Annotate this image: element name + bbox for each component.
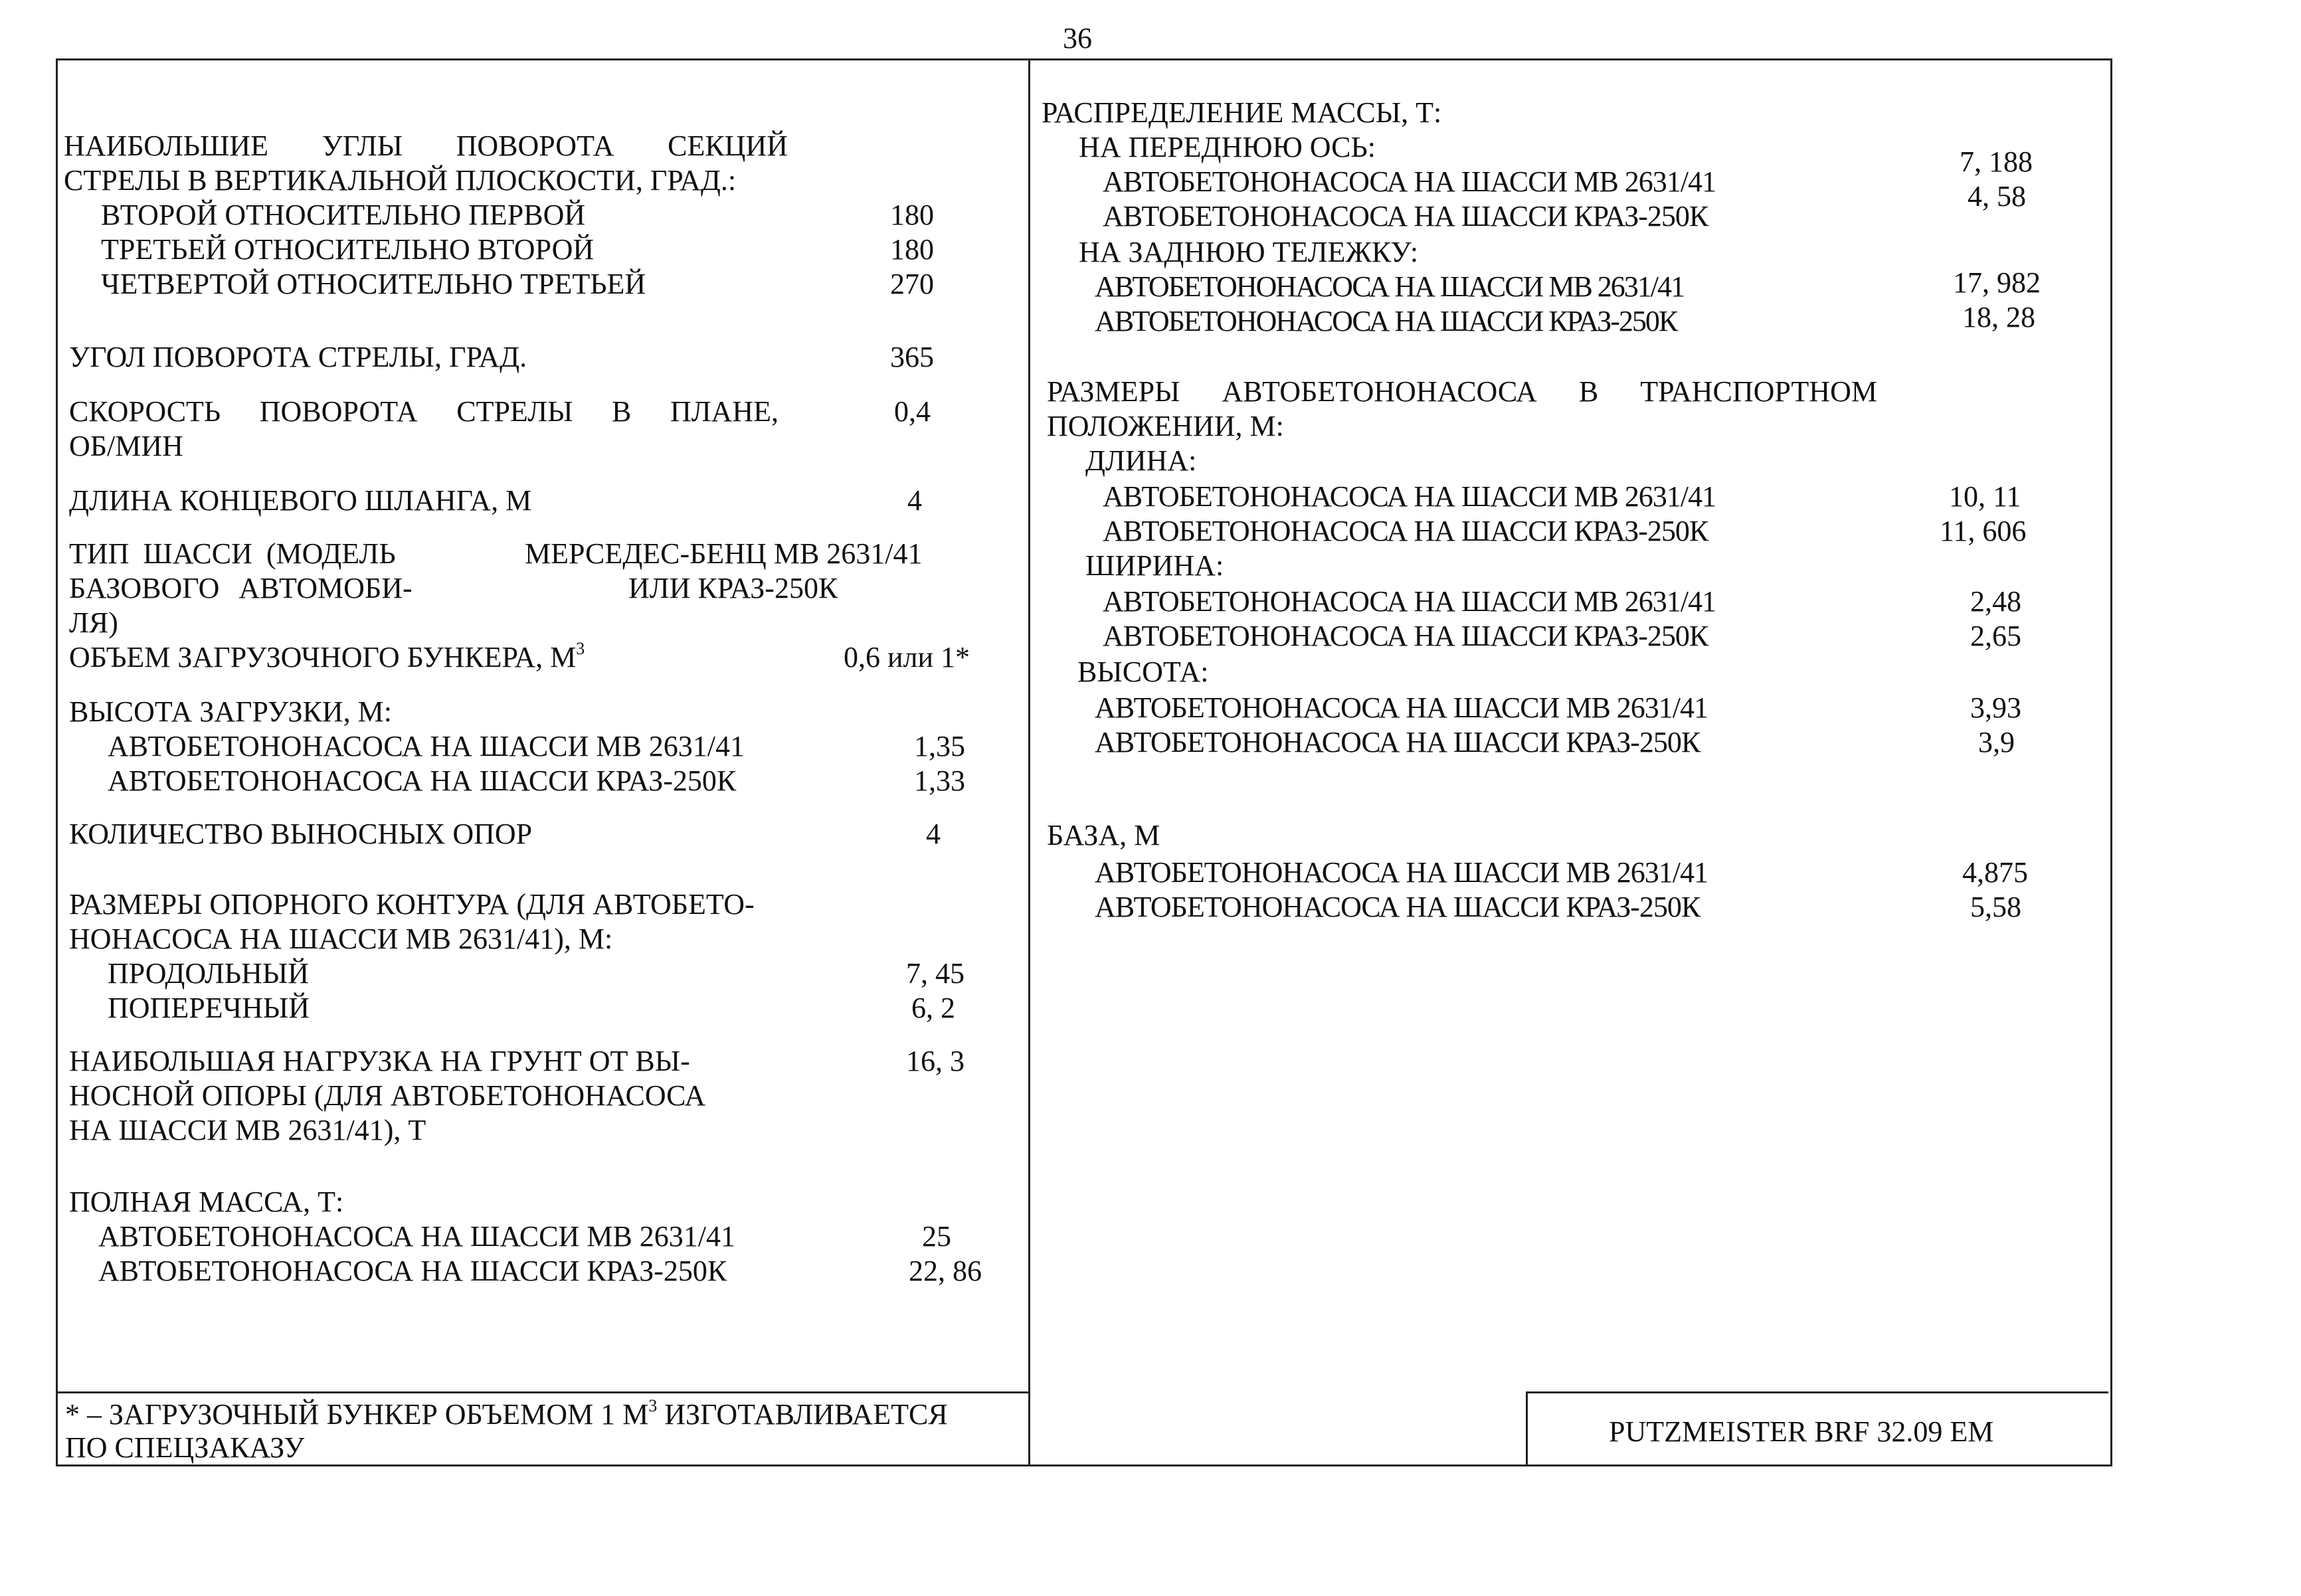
rotation-speed-line2: ОБ/МИН <box>69 430 183 462</box>
width-title: ШИРИНА: <box>1085 549 1224 582</box>
height-value: 3,9 <box>1978 726 2015 758</box>
length-label: АВТОБЕТОНОНАСОСА НА ШАССИ МВ 2631/41 <box>1103 480 1716 513</box>
width-value: 2,65 <box>1970 620 2021 652</box>
rear-bogie-label: АВТОБЕТОНОНАСОСА НА ШАССИ КРАЗ-250К <box>1095 305 1677 337</box>
ground-load-line1: НАИБОЛЬШАЯ НАГРУЗКА НА ГРУНТ ОТ ВЫ- <box>69 1045 690 1077</box>
model-box-left <box>1526 1391 1528 1464</box>
width-value: 2,48 <box>1970 585 2021 618</box>
hopper-label: ОБЪЕМ ЗАГРУЗОЧНОГО БУНКЕРА, $М^3$ <box>69 639 585 673</box>
angle-label: ЧЕТВЕРТОЙ ОТНОСИТЕЛЬНО ТРЕТЬЕЙ <box>101 268 646 300</box>
length-value: 11, 606 <box>1940 515 2027 547</box>
base-label: АВТОБЕТОНОНАСОСА НА ШАССИ МВ 2631/41 <box>1095 856 1708 889</box>
base-value: 5,58 <box>1970 891 2021 923</box>
angle-value: 270 <box>890 268 934 300</box>
loading-height-title: ВЫСОТА ЗАГРУЗКИ, М: <box>69 695 393 728</box>
loading-height-value: 1,35 <box>914 730 965 762</box>
hose-length-label: ДЛИНА КОНЦЕВОГО ШЛАНГА, М <box>69 484 532 517</box>
total-mass-title: ПОЛНАЯ МАССА, Т: <box>69 1186 344 1218</box>
footnote-divider <box>56 1391 1028 1393</box>
hose-length-value: 4 <box>907 484 922 517</box>
chassis-line1: ТИП ШАССИ (МОДЕЛЬ <box>69 537 396 570</box>
front-axle-label: АВТОБЕТОНОНАСОСА НА ШАССИ МВ 2631/41 <box>1103 165 1716 198</box>
total-mass-value: 22, 86 <box>909 1255 982 1287</box>
rotation-speed-line1: СКОРОСТЬ ПОВОРОТА СТРЕЛЫ В ПЛАНЕ, <box>69 395 779 428</box>
support-contour-label: ПОПЕРЕЧНЫЙ <box>108 992 310 1024</box>
footnote-line2: ПО СПЕЦЗАКАЗУ <box>65 1431 305 1464</box>
total-mass-value: 25 <box>922 1220 951 1253</box>
angle-value: 180 <box>890 233 934 266</box>
front-axle-title: НА ПЕРЕДНЮЮ ОСЬ: <box>1079 131 1376 163</box>
angle-label: ТРЕТЬЕЙ ОТНОСИТЕЛЬНО ВТОРОЙ <box>101 233 595 266</box>
total-mass-label: АВТОБЕТОНОНАСОСА НА ШАССИ МВ 2631/41 <box>98 1220 736 1253</box>
chassis-value-2: ИЛИ КРАЗ-250К <box>628 572 838 604</box>
front-axle-label: АВТОБЕТОНОНАСОСА НА ШАССИ КРАЗ-250К <box>1103 200 1708 232</box>
mass-distribution-title: РАСПРЕДЕЛЕНИЕ МАССЫ, Т: <box>1042 96 1442 129</box>
height-value: 3,93 <box>1970 691 2021 724</box>
boom-angle-value: 365 <box>890 341 934 373</box>
support-contour-line1: РАЗМЕРЫ ОПОРНОГО КОНТУРА (ДЛЯ АВТОБЕТО- <box>69 888 755 921</box>
footnote-line1: * – ЗАГРУЗОЧНЫЙ БУНКЕР ОБЪЕМОМ 1 $М^3$ ИЗГОТАВЛИВАЕТСЯ <box>65 1396 948 1431</box>
model-label: PUTZMEISTER BRF 32.09 EM <box>1609 1415 1994 1448</box>
chassis-line3: ЛЯ) <box>69 606 118 639</box>
support-contour-line2: НОНАСОСА НА ШАССИ МВ 2631/41), М: <box>69 923 613 955</box>
front-axle-value: 4, 58 <box>1968 180 2026 213</box>
angle-value: 180 <box>890 199 934 231</box>
outriggers-value: 4 <box>926 818 941 850</box>
total-mass-label: АВТОБЕТОНОНАСОСА НА ШАССИ КРАЗ-250К <box>98 1255 727 1287</box>
rear-bogie-label: АВТОБЕТОНОНАСОСА НА ШАССИ МВ 2631/41 <box>1095 270 1685 303</box>
height-label: АВТОБЕТОНОНАСОСА НА ШАССИ МВ 2631/41 <box>1095 691 1708 724</box>
support-contour-value: 7, 45 <box>906 957 965 990</box>
ground-load-line3: НА ШАССИ МВ 2631/41), Т <box>69 1114 426 1146</box>
loading-height-label: АВТОБЕТОНОНАСОСА НА ШАССИ КРАЗ-250К <box>108 764 737 797</box>
rear-bogie-title: НА ЗАДНЮЮ ТЕЛЕЖКУ: <box>1079 236 1419 268</box>
ground-load-value: 16, 3 <box>906 1045 965 1077</box>
angles-title-line1: НАИБОЛЬШИЕ УГЛЫ ПОВОРОТА СЕКЦИЙ <box>64 130 788 162</box>
rear-bogie-value: 17, 982 <box>1953 266 2041 299</box>
height-label: АВТОБЕТОНОНАСОСА НА ШАССИ КРАЗ-250К <box>1095 726 1701 758</box>
front-axle-value: 7, 188 <box>1960 145 2033 178</box>
base-title: БАЗА, М <box>1047 819 1160 851</box>
width-label: АВТОБЕТОНОНАСОСА НА ШАССИ МВ 2631/41 <box>1103 585 1716 618</box>
height-title: ВЫСОТА: <box>1077 656 1209 688</box>
base-label: АВТОБЕТОНОНАСОСА НА ШАССИ КРАЗ-250К <box>1095 891 1701 923</box>
page-number: 36 <box>1063 22 1092 54</box>
length-title: ДЛИНА: <box>1085 444 1197 477</box>
outriggers-label: КОЛИЧЕСТВО ВЫНОСНЫХ ОПОР <box>69 818 533 850</box>
loading-height-label: АВТОБЕТОНОНАСОСА НА ШАССИ МВ 2631/41 <box>108 730 745 762</box>
ground-load-line2: НОСНОЙ ОПОРЫ (ДЛЯ АВТОБЕТОНОНАСОСА <box>69 1079 706 1112</box>
support-contour-label: ПРОДОЛЬНЫЙ <box>108 957 309 990</box>
transport-dims-line2: ПОЛОЖЕНИИ, М: <box>1047 410 1284 442</box>
angle-label: ВТОРОЙ ОТНОСИТЕЛЬНО ПЕРВОЙ <box>101 199 586 231</box>
transport-dims-line1: РАЗМЕРЫ АВТОБЕТОНОНАСОСА В ТРАНСПОРТНОМ <box>1047 375 1877 408</box>
boom-angle-label: УГОЛ ПОВОРОТА СТРЕЛЫ, ГРАД. <box>69 341 527 373</box>
length-value: 10, 11 <box>1949 480 2021 513</box>
width-label: АВТОБЕТОНОНАСОСА НА ШАССИ КРАЗ-250К <box>1103 620 1708 652</box>
rear-bogie-value: 18, 28 <box>1962 301 2035 333</box>
angles-title-line2: СТРЕЛЫ В ВЕРТИКАЛЬНОЙ ПЛОСКОСТИ, ГРАД.: <box>64 164 737 197</box>
loading-height-value: 1,33 <box>914 764 965 797</box>
chassis-line2: БАЗОВОГО АВТОМОБИ- <box>69 572 413 604</box>
base-value: 4,875 <box>1962 856 2028 889</box>
chassis-value-1: МЕРСЕДЕС-БЕНЦ МВ 2631/41 <box>525 537 923 570</box>
length-label: АВТОБЕТОНОНАСОСА НА ШАССИ КРАЗ-250К <box>1103 515 1708 547</box>
column-divider <box>1028 58 1030 1464</box>
support-contour-value: 6, 2 <box>911 992 955 1024</box>
model-box-top <box>1526 1391 2108 1393</box>
rotation-speed-value: 0,4 <box>894 395 931 428</box>
hopper-value: 0,6 или 1* <box>844 641 970 673</box>
